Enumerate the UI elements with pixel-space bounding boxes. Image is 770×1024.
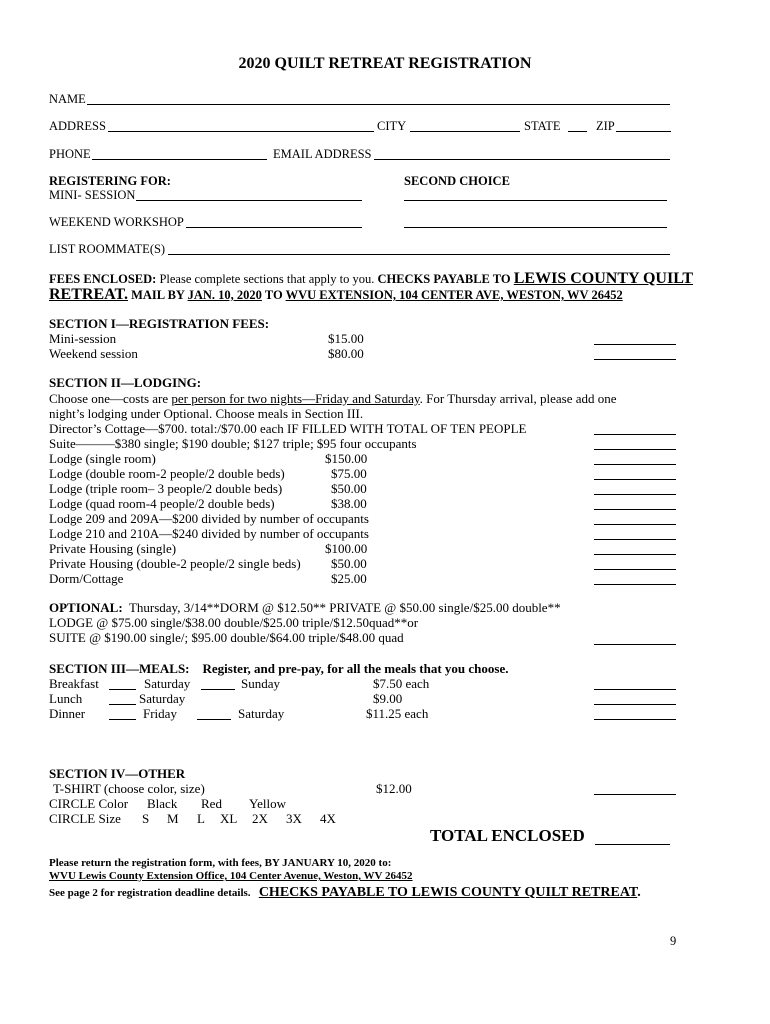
lodging-item-label: Private Housing (double-2 people/2 single beds) [49,556,301,571]
payee-line-1: LEWIS COUNTY QUILT [513,270,694,287]
optional-line-1 [49,601,561,614]
lodging-item-label: Lodge (triple room– 3 people/2 double beds) [49,481,283,496]
optional-label: OPTIONAL: [49,600,123,615]
second-choice-heading: SECOND CHOICE [404,174,510,188]
lodging-item-label: Suite———$380 single; $190 double; $127 triple; $95 four occupants [49,436,417,451]
meal-amount-field[interactable] [594,719,676,720]
lodging-item-amount-field[interactable] [594,539,676,540]
section2-intro-line2: night’s lodging under Optional. Choose meals in Section III. [49,406,364,421]
address-label: ADDRESS [49,119,106,133]
section3-subheading: Register, and pre-pay, for all the meals that you choose. [202,661,509,676]
lodging-item-price: $50.00 [331,481,367,496]
optional-line-3: SUITE @ $190.00 single/; $95.00 double/$64.00 triple/$48.00 quad [49,630,404,645]
lodging-item-amount-field[interactable] [594,554,676,555]
mini-session-field[interactable] [136,200,362,201]
roommates-label: LIST ROOMMATE(S) [49,242,166,256]
section4-heading: SECTION IV—OTHER [49,766,186,781]
color-option[interactable]: Red [201,796,222,811]
total-enclosed-label: TOTAL ENCLOSED [430,826,585,845]
section2-intro-start: Choose one—costs are [49,391,172,406]
mini-session-label: MINI- SESSION [49,188,136,202]
mail-to-label: TO [264,288,283,302]
tshirt-price: $12.00 [376,781,412,796]
city-label: CITY [377,119,407,133]
lodging-item-label: Lodge (quad room-4 people/2 double beds) [49,496,275,511]
footer-checks-payable: CHECKS PAYABLE TO LEWIS COUNTY QUILT RETREAT [258,885,638,900]
fees-instructions [49,271,693,287]
phone-field[interactable] [92,159,267,160]
size-label: CIRCLE Size [49,811,121,826]
checks-payable-label: CHECKS PAYABLE TO [377,272,511,286]
lodging-item-price: $50.00 [331,556,367,571]
lodging-item-amount-field[interactable] [594,569,676,570]
meal-price: $9.00 [373,691,403,706]
footer-period: . [637,885,641,900]
section1-item-price: $80.00 [328,346,364,361]
zip-field[interactable] [616,131,671,132]
section3-heading: SECTION III—MEALS: [49,661,190,676]
mail-instructions [49,287,623,303]
footer-deadline-note: See page 2 for registration deadline details. [49,887,251,899]
weekend-workshop-field[interactable] [186,227,362,228]
registering-for-heading: REGISTERING FOR: [49,174,171,188]
meal-day: Saturday [139,691,186,706]
meal-day: Saturday [144,676,191,691]
meal-amount-field[interactable] [594,704,676,705]
size-option[interactable]: XL [220,811,238,826]
lodging-item-amount-field[interactable] [594,584,676,585]
zip-label: ZIP [596,119,615,133]
page-number: 9 [670,934,677,948]
email-field[interactable] [374,159,670,160]
meal-price: $11.25 each [366,706,429,721]
lodging-item-label: Lodge (double room-2 people/2 double beds) [49,466,285,481]
email-label: EMAIL ADDRESS [273,147,372,161]
lodging-item-amount-field[interactable] [594,464,676,465]
footer-line-2: WVU Lewis County Extension Office, 104 Center Avenue, Weston, WV 26452 [49,870,413,882]
lodging-item-price: $75.00 [331,466,367,481]
lodging-item-label: Dorm/Cottage [49,571,124,586]
footer-line-3 [49,886,641,900]
lodging-item-amount-field[interactable] [594,509,676,510]
footer-line-1: Please return the registration form, with fees, BY JANUARY 10, 2020 to: [49,857,392,869]
size-option[interactable]: L [197,811,205,826]
lodging-item-amount-field[interactable] [594,524,676,525]
name-label: NAME [49,92,86,106]
lodging-item-price: $38.00 [331,496,367,511]
meal-day: Sunday [241,676,280,691]
phone-label: PHONE [49,147,91,161]
page-title: 2020 QUILT RETREAT REGISTRATION [238,55,532,72]
tshirt-amount-field[interactable] [594,794,676,795]
lodging-item-amount-field[interactable] [594,479,676,480]
lodging-item-label: Private Housing (single) [49,541,177,556]
section2-intro-end: . For Thursday arrival, please add one [419,391,617,406]
meal-amount-field[interactable] [594,689,676,690]
optional-line-2: LODGE @ $75.00 single/$38.00 double/$25.00 triple/$12.50quad**or [49,615,419,630]
lodging-item-label: Lodge 210 and 210A—$240 divided by number of occupants [49,526,369,541]
color-label: CIRCLE Color [49,796,129,811]
tshirt-label: T-SHIRT (choose color, size) [53,781,205,796]
roommates-field[interactable] [168,254,670,255]
meal-name: Lunch [49,691,83,706]
color-option[interactable]: Yellow [249,796,286,811]
section2-heading: SECTION II—LODGING: [49,375,202,390]
weekend-workshop-second-choice-field[interactable] [404,227,667,228]
mail-by-date: JAN. 10, 2020 [187,288,262,302]
meal-name: Dinner [49,706,86,721]
name-field[interactable] [87,104,670,105]
section2-intro [49,392,617,405]
lodging-item-price: $150.00 [325,451,368,466]
lodging-item-amount-field[interactable] [594,434,676,435]
size-option[interactable]: M [167,811,179,826]
optional-amount-field[interactable] [594,644,676,645]
lodging-item-label: Lodge (single room) [49,451,156,466]
section1-heading: SECTION I—REGISTRATION FEES: [49,316,270,331]
optional-text-1: Thursday, 3/14**DORM @ $12.50** PRIVATE @ $50.00 single/$25.00 double** [128,600,561,615]
size-option[interactable]: 4X [320,811,336,826]
mail-to-address: WVU EXTENSION, 104 CENTER AVE, WESTON, WV 26452 [285,288,623,302]
mini-session-second-choice-field[interactable] [404,200,667,201]
section1-item-amount-field[interactable] [594,344,676,345]
fees-instruction-text: Please complete sections that apply to you. [159,272,375,286]
section3-heading-line [49,662,509,675]
meal-day: Saturday [238,706,285,721]
lodging-item-label: Lodge 209 and 209A—$200 divided by number of occupants [49,511,369,526]
state-label: STATE [524,119,561,133]
mail-by-label: MAIL BY [131,288,185,302]
section1-item-label: Mini-session [49,331,117,346]
meal-day-blank[interactable] [201,689,235,690]
total-enclosed-field[interactable] [595,844,670,845]
lodging-item-amount-field[interactable] [594,494,676,495]
meal-day-blank[interactable] [109,719,136,720]
section1-item-label: Weekend session [49,346,138,361]
weekend-workshop-label: WEEKEND WORKSHOP [49,215,184,229]
meal-day: Friday [143,706,177,721]
payee-line-2: RETREAT. [49,286,128,303]
meal-day-blank[interactable] [109,704,136,705]
meal-price: $7.50 each [373,676,430,691]
address-field[interactable] [108,131,374,132]
section1-item-amount-field[interactable] [594,359,676,360]
size-option[interactable]: 3X [286,811,302,826]
city-field[interactable] [410,131,520,132]
lodging-item-amount-field[interactable] [594,449,676,450]
state-field[interactable] [568,131,587,132]
lodging-item-price: $100.00 [325,541,368,556]
size-option[interactable]: S [142,811,150,826]
fees-label: FEES ENCLOSED: [49,272,157,286]
meal-day-blank[interactable] [197,719,231,720]
lodging-item-price: $25.00 [331,571,367,586]
section1-item-price: $15.00 [328,331,364,346]
meal-name: Breakfast [49,676,99,691]
meal-day-blank[interactable] [109,689,136,690]
color-option[interactable]: Black [147,796,178,811]
section2-intro-underlined: per person for two nights—Friday and Saturday [171,391,420,406]
size-option[interactable]: 2X [252,811,268,826]
lodging-item-label: Director’s Cottage—$700. total:/$70.00 each IF FILLED WITH TOTAL OF TEN PEOPLE [49,421,527,436]
